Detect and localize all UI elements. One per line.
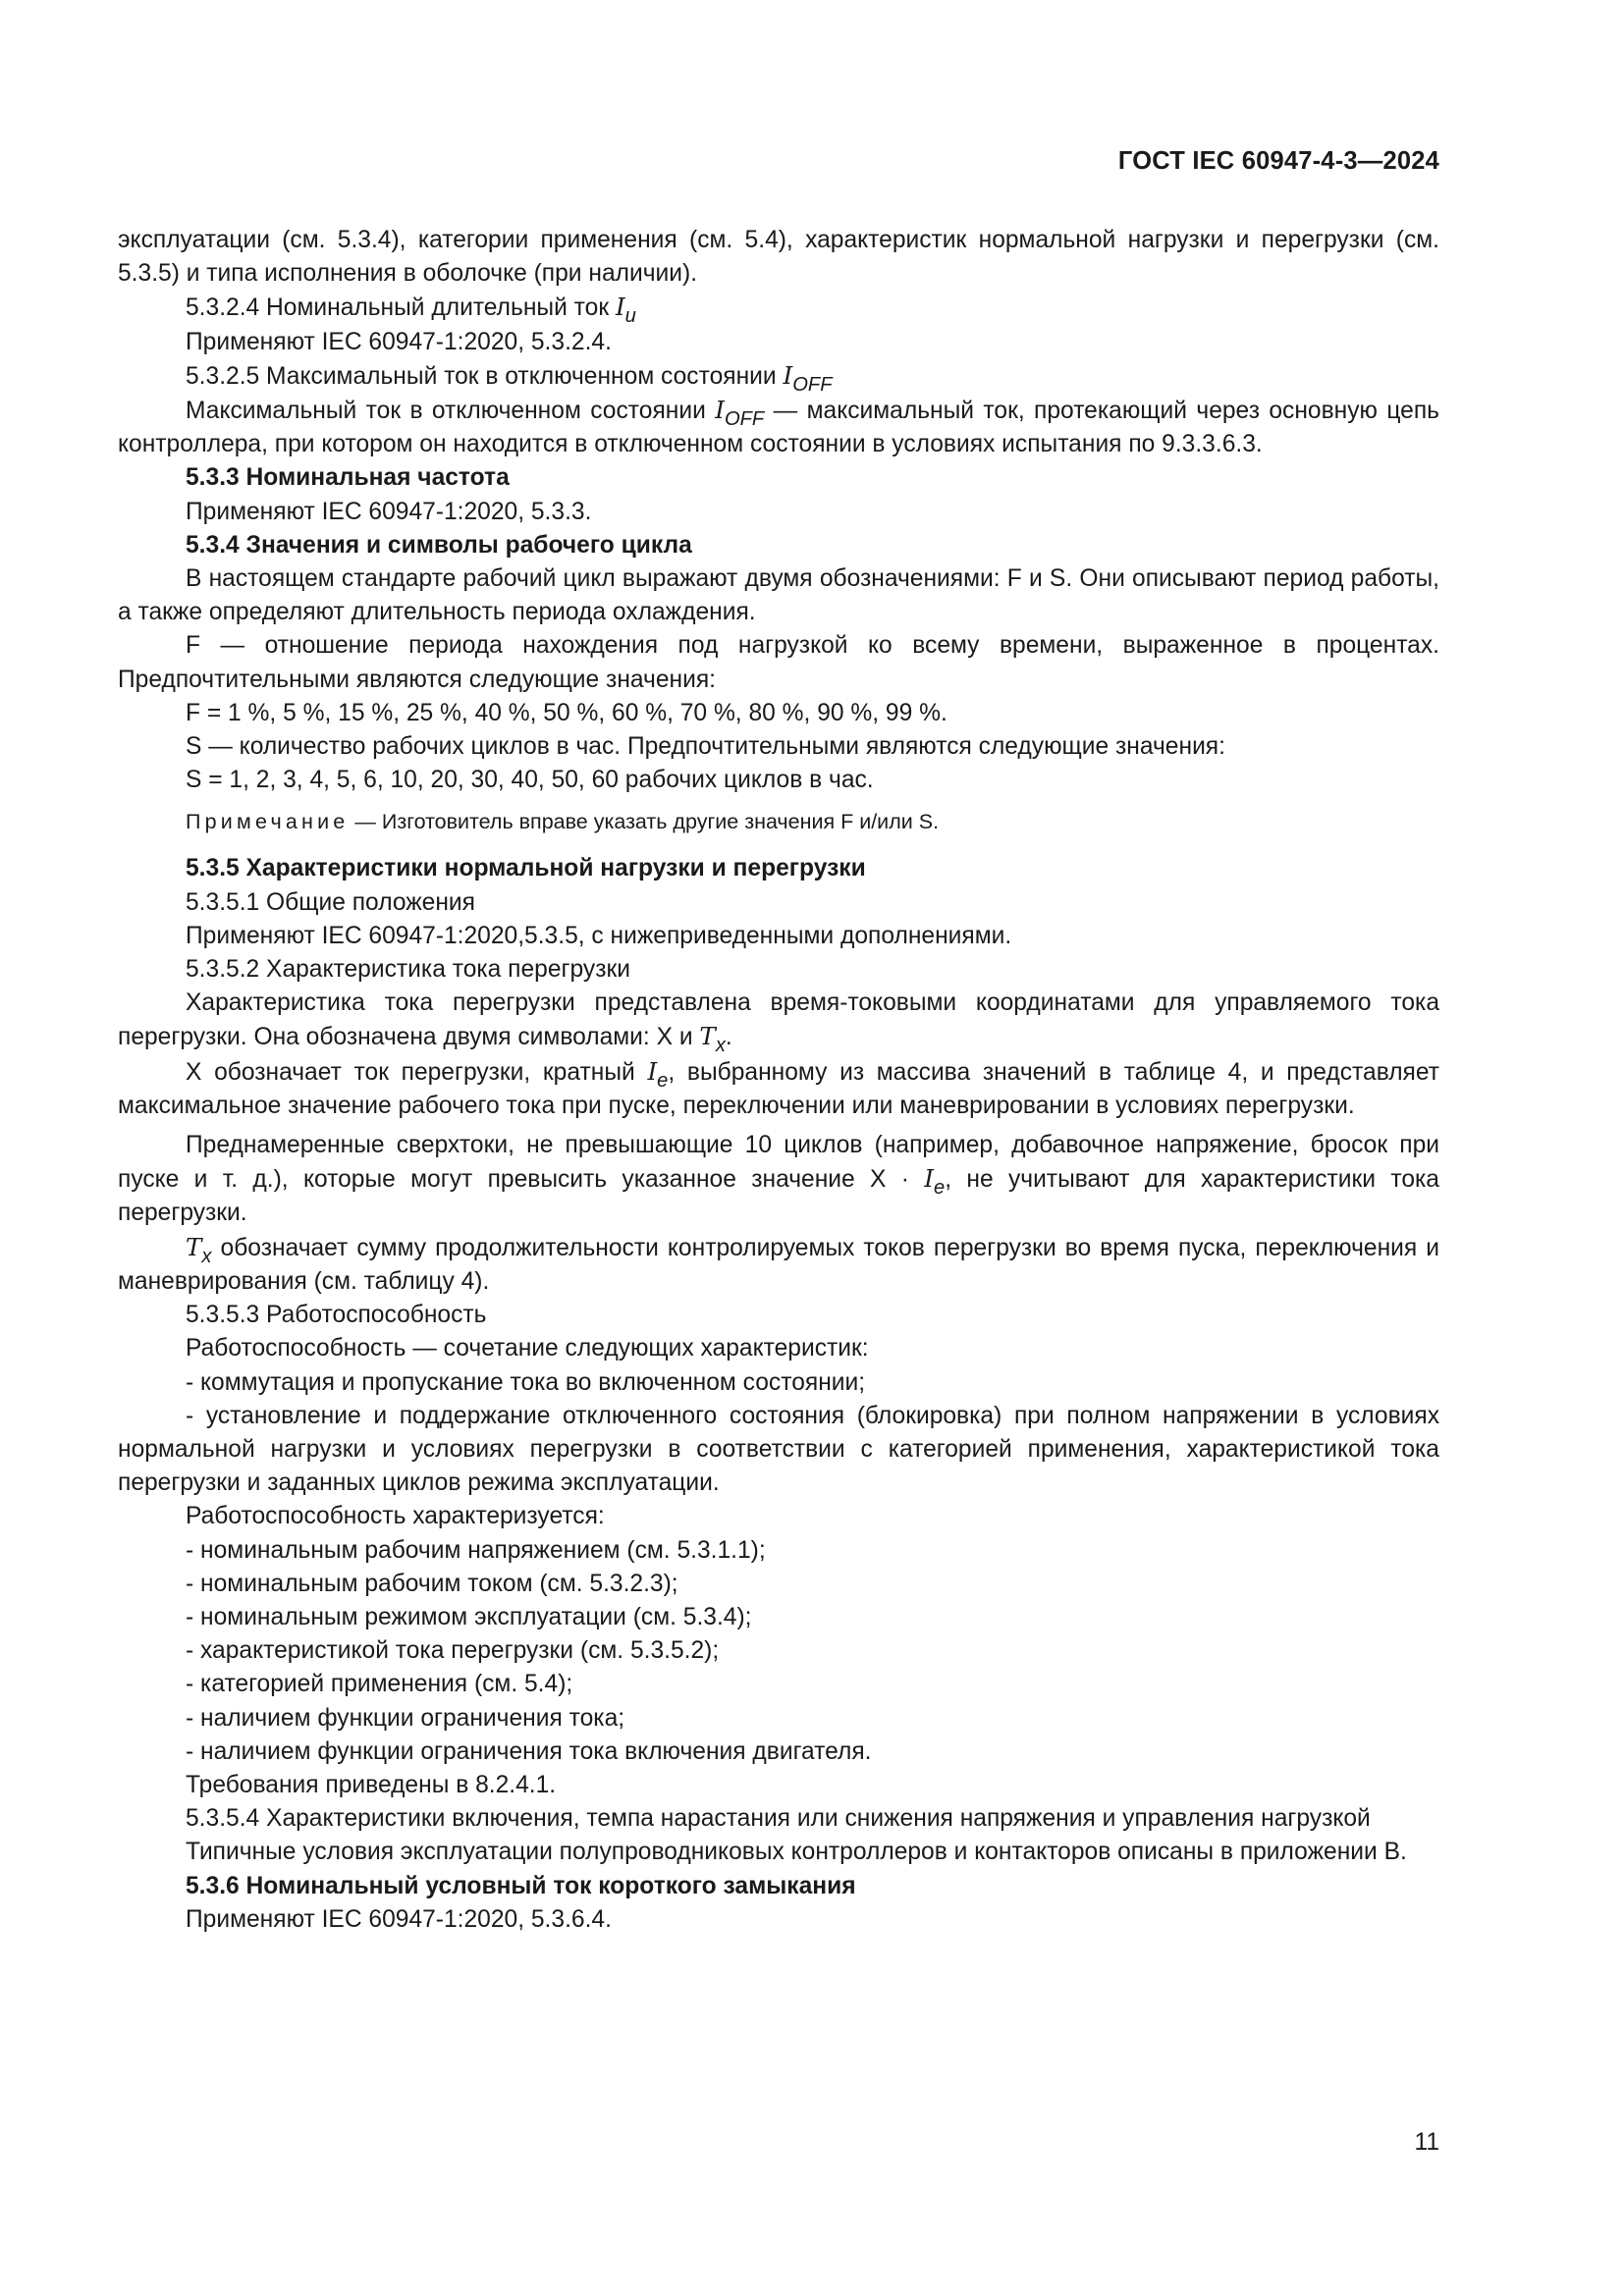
subscript-off: OFF xyxy=(724,408,765,431)
formula-s-values: S = 1, 2, 3, 4, 5, 6, 10, 20, 30, 40, 50, 60 рабочих циклов в час. xyxy=(186,767,874,794)
subscript-u: u xyxy=(624,305,636,328)
symbol-T: T xyxy=(699,1022,716,1051)
heading-5-3-6: 5.3.6 Номинальный условный ток короткого замыкания xyxy=(186,1872,856,1899)
note: Примечание — Изготовитель вправе указать другие значения F и/или S. xyxy=(186,810,940,834)
symbol-I: I xyxy=(647,1056,658,1086)
clause-5-3-5-2: 5.3.5.2 Характеристика тока перегрузки xyxy=(186,956,630,984)
subscript-x: x xyxy=(715,1035,726,1057)
paragraph: Характеристика тока перегрузки представлена время-токовыми координатами для управляемого тока перегрузки. Она обозначена двумя символами: X и $T_x$. xyxy=(118,989,1439,1057)
list-item: - номинальным рабочим током (см. 5.3.2.3); xyxy=(186,1570,678,1597)
paragraph: Применяют IEC 60947-1:2020, 5.3.3. xyxy=(186,498,592,525)
document-id-header: ГОСТ IEC 60947-4-3—2024 xyxy=(1117,147,1439,175)
list-item: - коммутация и пропускание тока во включенном состоянии; xyxy=(186,1368,866,1396)
formula-f-values: F = 1 %, 5 %, 15 %, 25 %, 40 %, 50 %, 60 %, 70 %, 80 %, 90 %, 99 %. xyxy=(186,699,947,726)
subscript-x: x xyxy=(201,1245,212,1267)
paragraph: Применяют IEC 60947-1:2020,5.3.5, с нижеприведенными дополнениями. xyxy=(186,922,1012,949)
paragraph: Работоспособность — сочетание следующих характеристик: xyxy=(186,1335,869,1362)
heading-5-3-3: 5.3.3 Номинальная частота xyxy=(186,464,510,492)
page-number: 11 xyxy=(1414,2129,1439,2156)
paragraph: Максимальный ток в отключенном состоянии $I_{OFF}$ — максимальный ток, протекающий через основную цепь контроллера, при котором он находится в отключенном состоянии в условиях испытания по 9.3.3.6.3. xyxy=(118,396,1439,458)
clause-5-3-2-4: 5.3.2.4 Номинальный длительный ток $I_u$ xyxy=(186,293,636,328)
paragraph: В настоящем стандарте рабочий цикл выражают двумя обозначениями: F и S. Они описывают период работы, а также определяют длительность периода охлаждения. xyxy=(118,565,1439,626)
clause-5-3-5-4: 5.3.5.4 Характеристики включения, темпа нарастания или снижения напряжения и управления нагрузкой xyxy=(186,1805,1371,1833)
symbol-I: I xyxy=(615,293,625,322)
clause-5-3-5-1: 5.3.5.1 Общие положения xyxy=(186,888,475,916)
document-body xyxy=(118,224,1439,1937)
paragraph: Применяют IEC 60947-1:2020, 5.3.6.4. xyxy=(186,1905,612,1933)
paragraph: S — количество рабочих циклов в час. Предпочтительными являются следующие значения: xyxy=(186,733,1225,761)
paragraph: F — отношение периода нахождения под нагрузкой ко всему времени, выраженное в процентах. Предпочтительными являются следующие значения: xyxy=(118,632,1439,693)
paragraph: Применяют IEC 60947-1:2020, 5.3.2.4. xyxy=(186,328,612,355)
list-item: - номинальным рабочим напряжением (см. 5.3.1.1); xyxy=(186,1536,766,1564)
symbol-T: T xyxy=(186,1232,202,1261)
clause-5-3-5-3: 5.3.5.3 Работоспособность xyxy=(186,1302,487,1329)
paragraph: Требования приведены в 8.2.4.1. xyxy=(186,1771,557,1798)
list-item: - наличием функции ограничения тока; xyxy=(186,1704,625,1732)
heading-5-3-5: 5.3.5 Характеристики нормальной нагрузки и перегрузки xyxy=(186,855,866,882)
list-item: - характеристикой тока перегрузки (см. 5.3.5.2); xyxy=(186,1637,720,1665)
paragraph: Работоспособность характеризуется: xyxy=(186,1503,605,1530)
paragraph: Типичные условия эксплуатации полупроводниковых контроллеров и контакторов описаны в приложении В. xyxy=(186,1839,1407,1866)
symbol-I: I xyxy=(924,1164,934,1194)
paragraph: эксплуатации (см. 5.3.4), категории применения (см. 5.4), характеристик нормальной нагрузки и перегрузки (см. 5.3.5) и типа исполнения в оболочке (при наличии). xyxy=(118,227,1439,288)
subscript-e: e xyxy=(934,1177,946,1200)
list-item: - наличием функции ограничения тока включения двигателя. xyxy=(186,1737,872,1765)
list-item: - категорией применения (см. 5.4); xyxy=(186,1671,573,1698)
note-label: Примечание xyxy=(186,810,350,834)
symbol-I: I xyxy=(715,396,725,425)
paragraph: X обозначает ток перегрузки, кратный $I_e$, выбранному из массива значений в таблице 4, и представляет максимальное значение рабочего тока при пуске, переключении или маневрировании в условиях перегрузки. xyxy=(118,1056,1440,1119)
symbol-I: I xyxy=(783,360,793,390)
clause-5-3-2-5: 5.3.2.5 Максимальный ток в отключенном состоянии $I_{OFF}$ xyxy=(186,360,833,396)
paragraph: $T_x$ обозначает сумму продолжительности контролируемых токов перегрузки во время пуска, переключения и маневрирования (см. таблицу 4). xyxy=(118,1232,1439,1295)
list-item: - номинальным режимом эксплуатации (см. 5.3.4); xyxy=(186,1603,752,1630)
subscript-off: OFF xyxy=(792,373,833,396)
paragraph: Преднамеренные сверхтоки, не превышающие 10 циклов (например, добавочное напряжение, бросок при пуске и т. д.), которые могут превысить указанное значение $X \cdot I_e$, не учитывают для характеристики тока перегрузки. xyxy=(118,1132,1439,1227)
list-item: - установление и поддержание отключенного состояния (блокировка) при полном напряжении в условиях нормальной нагрузки и условиях перегрузки в соответствии с категорией применения, характеристикой тока перегрузки и заданных циклов режима эксплуатации. xyxy=(118,1402,1439,1497)
heading-5-3-4: 5.3.4 Значения и символы рабочего цикла xyxy=(186,531,692,559)
subscript-e: e xyxy=(657,1069,669,1092)
